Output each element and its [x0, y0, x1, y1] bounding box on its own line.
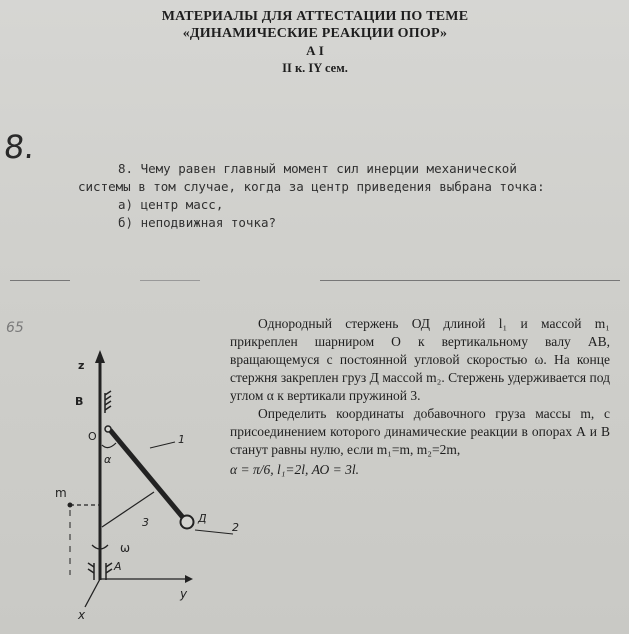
label-y: y — [180, 587, 188, 601]
problem-paragraph-2: Определить координаты добавочного груза массы m, с присоединением которого динамические реакции в опорах А и В станут равны нулю, если m₁=m, m₂=2m, — [230, 406, 610, 457]
label-alpha: α — [104, 453, 112, 466]
label-a: A — [114, 560, 122, 573]
z-axis-arrow — [95, 350, 105, 363]
question-option-a: а) центр масс, — [118, 197, 224, 212]
header-title-line1: МАТЕРИАЛЫ ДЛЯ АТТЕСТАЦИИ ПО ТЕМЕ — [161, 9, 469, 24]
y-axis-arrow — [185, 575, 193, 583]
label-m: m — [55, 486, 67, 500]
question-option-b: б) неподвижная точка? — [118, 215, 277, 230]
leader-2 — [195, 530, 233, 534]
mechanism-figure — [50, 345, 250, 625]
header-title-line2: «ДИНАМИЧЕСКИЕ РЕАКЦИИ ОПОР» — [182, 26, 448, 41]
rod-od — [110, 430, 185, 520]
label-d: Д — [198, 512, 207, 525]
label-b: B — [75, 395, 84, 408]
label-z: z — [78, 359, 85, 372]
label-3: 3 — [142, 516, 149, 529]
section-divider-left — [10, 280, 70, 281]
problem-paragraph-1: Однородный стержень ОД длиной l₁ и массой m₁ прикреплен шарниром О к вертикальному валу АВ, вращающемуся с постоянной угловой скоростью ω. На конце стержня закреплен груз Д массой m₂. Стержень удерживается под углом α к вертикали пружиной 3. — [230, 316, 610, 403]
mass-m-point — [68, 503, 73, 508]
question-line1: 8. Чему равен главный момент сил инерции механической — [118, 161, 517, 176]
header-semester: II к. IY сем. — [282, 61, 348, 75]
x-axis — [85, 579, 100, 607]
header-section: А I — [306, 43, 324, 58]
margin-mark: 65 — [6, 320, 24, 336]
leader-1 — [150, 442, 175, 448]
weight-d — [181, 516, 194, 529]
label-2: 2 — [232, 521, 239, 534]
problem-text — [230, 315, 610, 479]
angle-alpha-arc — [102, 443, 116, 448]
question-block — [78, 160, 578, 232]
label-x: x — [78, 608, 86, 622]
question-line2: системы в том случае, когда за центр приведения выбрана точка: — [78, 179, 545, 194]
document-header — [150, 8, 480, 77]
section-divider-mid — [140, 280, 200, 281]
handwritten-question-number: 8. — [2, 128, 37, 166]
label-1: 1 — [178, 433, 185, 446]
section-divider-right — [320, 280, 620, 281]
label-o: O — [88, 430, 97, 443]
hinge-o — [105, 426, 111, 432]
label-omega: ω — [120, 541, 131, 555]
bearing-b — [105, 391, 111, 413]
problem-formula: α = π/6, l₁=2l, АО = 3l. — [230, 462, 359, 477]
